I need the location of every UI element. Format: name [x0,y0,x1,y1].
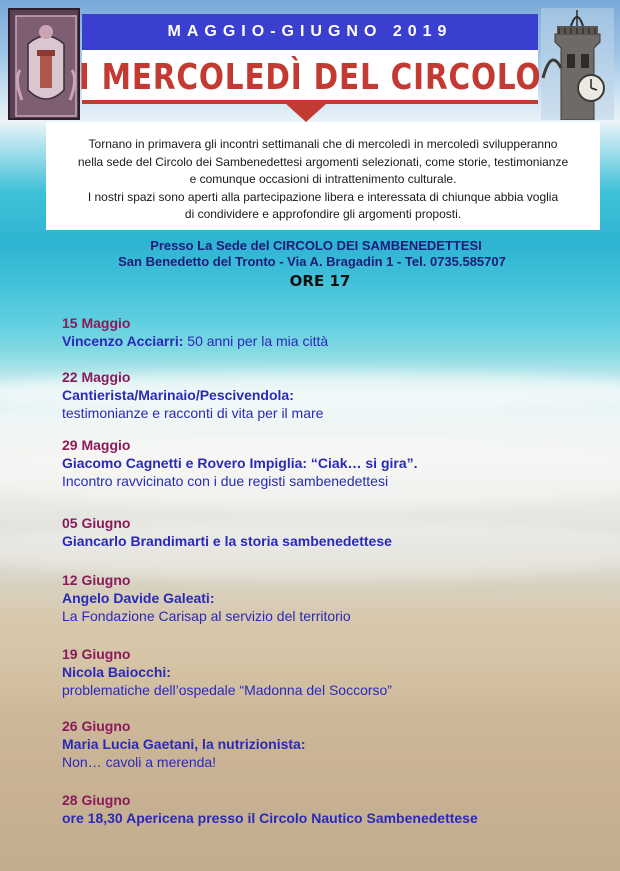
title-box [78,50,542,104]
event-item [62,514,582,550]
venue-name: Presso La Sede del CIRCOLO DEI SAMBENEDETTESI [150,238,482,253]
intro-line: I nostri spazi sono aperti alla partecipazione libera e interessata di chiunque abbia voglia [87,189,559,204]
intro-line: nella sede del Circolo dei Sambenedettesi argomenti selezionati, come storie, testimonianze [77,154,569,169]
intro-line: e comunque occasioni di intrattenimento culturale. [189,172,457,186]
period-text: MAGGIO-GIUGNO 2019 [167,23,453,40]
title-pointer [286,104,326,122]
clock-tower-icon [541,8,614,120]
event-time: ORE 17 [289,272,351,290]
page-title: I MERCOLEDÌ DEL CIRCOLO [78,56,542,98]
event-title: Maria Lucia Gaetani, la nutrizionista: [62,736,306,752]
event-date: 22 Maggio [62,369,131,385]
venue-address: San Benedetto del Tronto - Via A. Bragadin 1 - Tel. 0735.585707 [118,254,506,269]
event-item [62,571,582,625]
event-title: Cantierista/Marinaio/Pescivendola: [62,387,294,403]
event-item [62,436,582,490]
venue-block [0,238,620,290]
event-description: Incontro ravvicinato con i due registi sambenedettesi [62,473,389,489]
intro-paragraph [46,122,600,230]
event-title: ore 18,30 Apericena presso il Circolo Nautico Sambenedettese [62,810,478,826]
event-item [62,645,582,699]
event-title: Giancarlo Brandimarti e la storia sambenedettese [62,533,392,549]
event-description: La Fondazione Carisap al servizio del territorio [62,608,351,624]
event-item [62,717,582,771]
intro-line: Tornano in primavera gli incontri settimanali che di mercoledì in mercoledì svilupperanno [88,137,558,151]
event-item [62,791,582,827]
event-date: 05 Giugno [62,515,131,531]
event-date: 19 Giugno [62,646,131,662]
event-description: Non… cavoli a merenda! [62,754,217,770]
event-title: Vincenzo Acciarri: [62,333,184,349]
event-date: 28 Giugno [62,792,131,808]
event-date: 15 Maggio [62,315,131,331]
event-item [62,368,582,422]
event-date: 29 Maggio [62,437,131,453]
event-item [62,314,582,350]
period-banner [82,14,538,50]
event-title: Giacomo Cagnetti e Rovero Impiglia: “Ciak… si gira”. [62,455,418,471]
event-date: 12 Giugno [62,572,131,588]
city-crest-icon [8,8,80,120]
event-date: 26 Giugno [62,718,131,734]
event-description: problematiche dell’ospedale “Madonna del Soccorso” [62,682,392,698]
event-title: Nicola Baiocchi: [62,664,171,680]
intro-line: di condividere e approfondire gli argomenti proposti. [184,207,462,221]
event-subtitle: 50 anni per la mia città [183,333,329,349]
event-description: testimonianze e racconti di vita per il mare [62,405,324,421]
event-title: Angelo Davide Galeati: [62,590,215,606]
